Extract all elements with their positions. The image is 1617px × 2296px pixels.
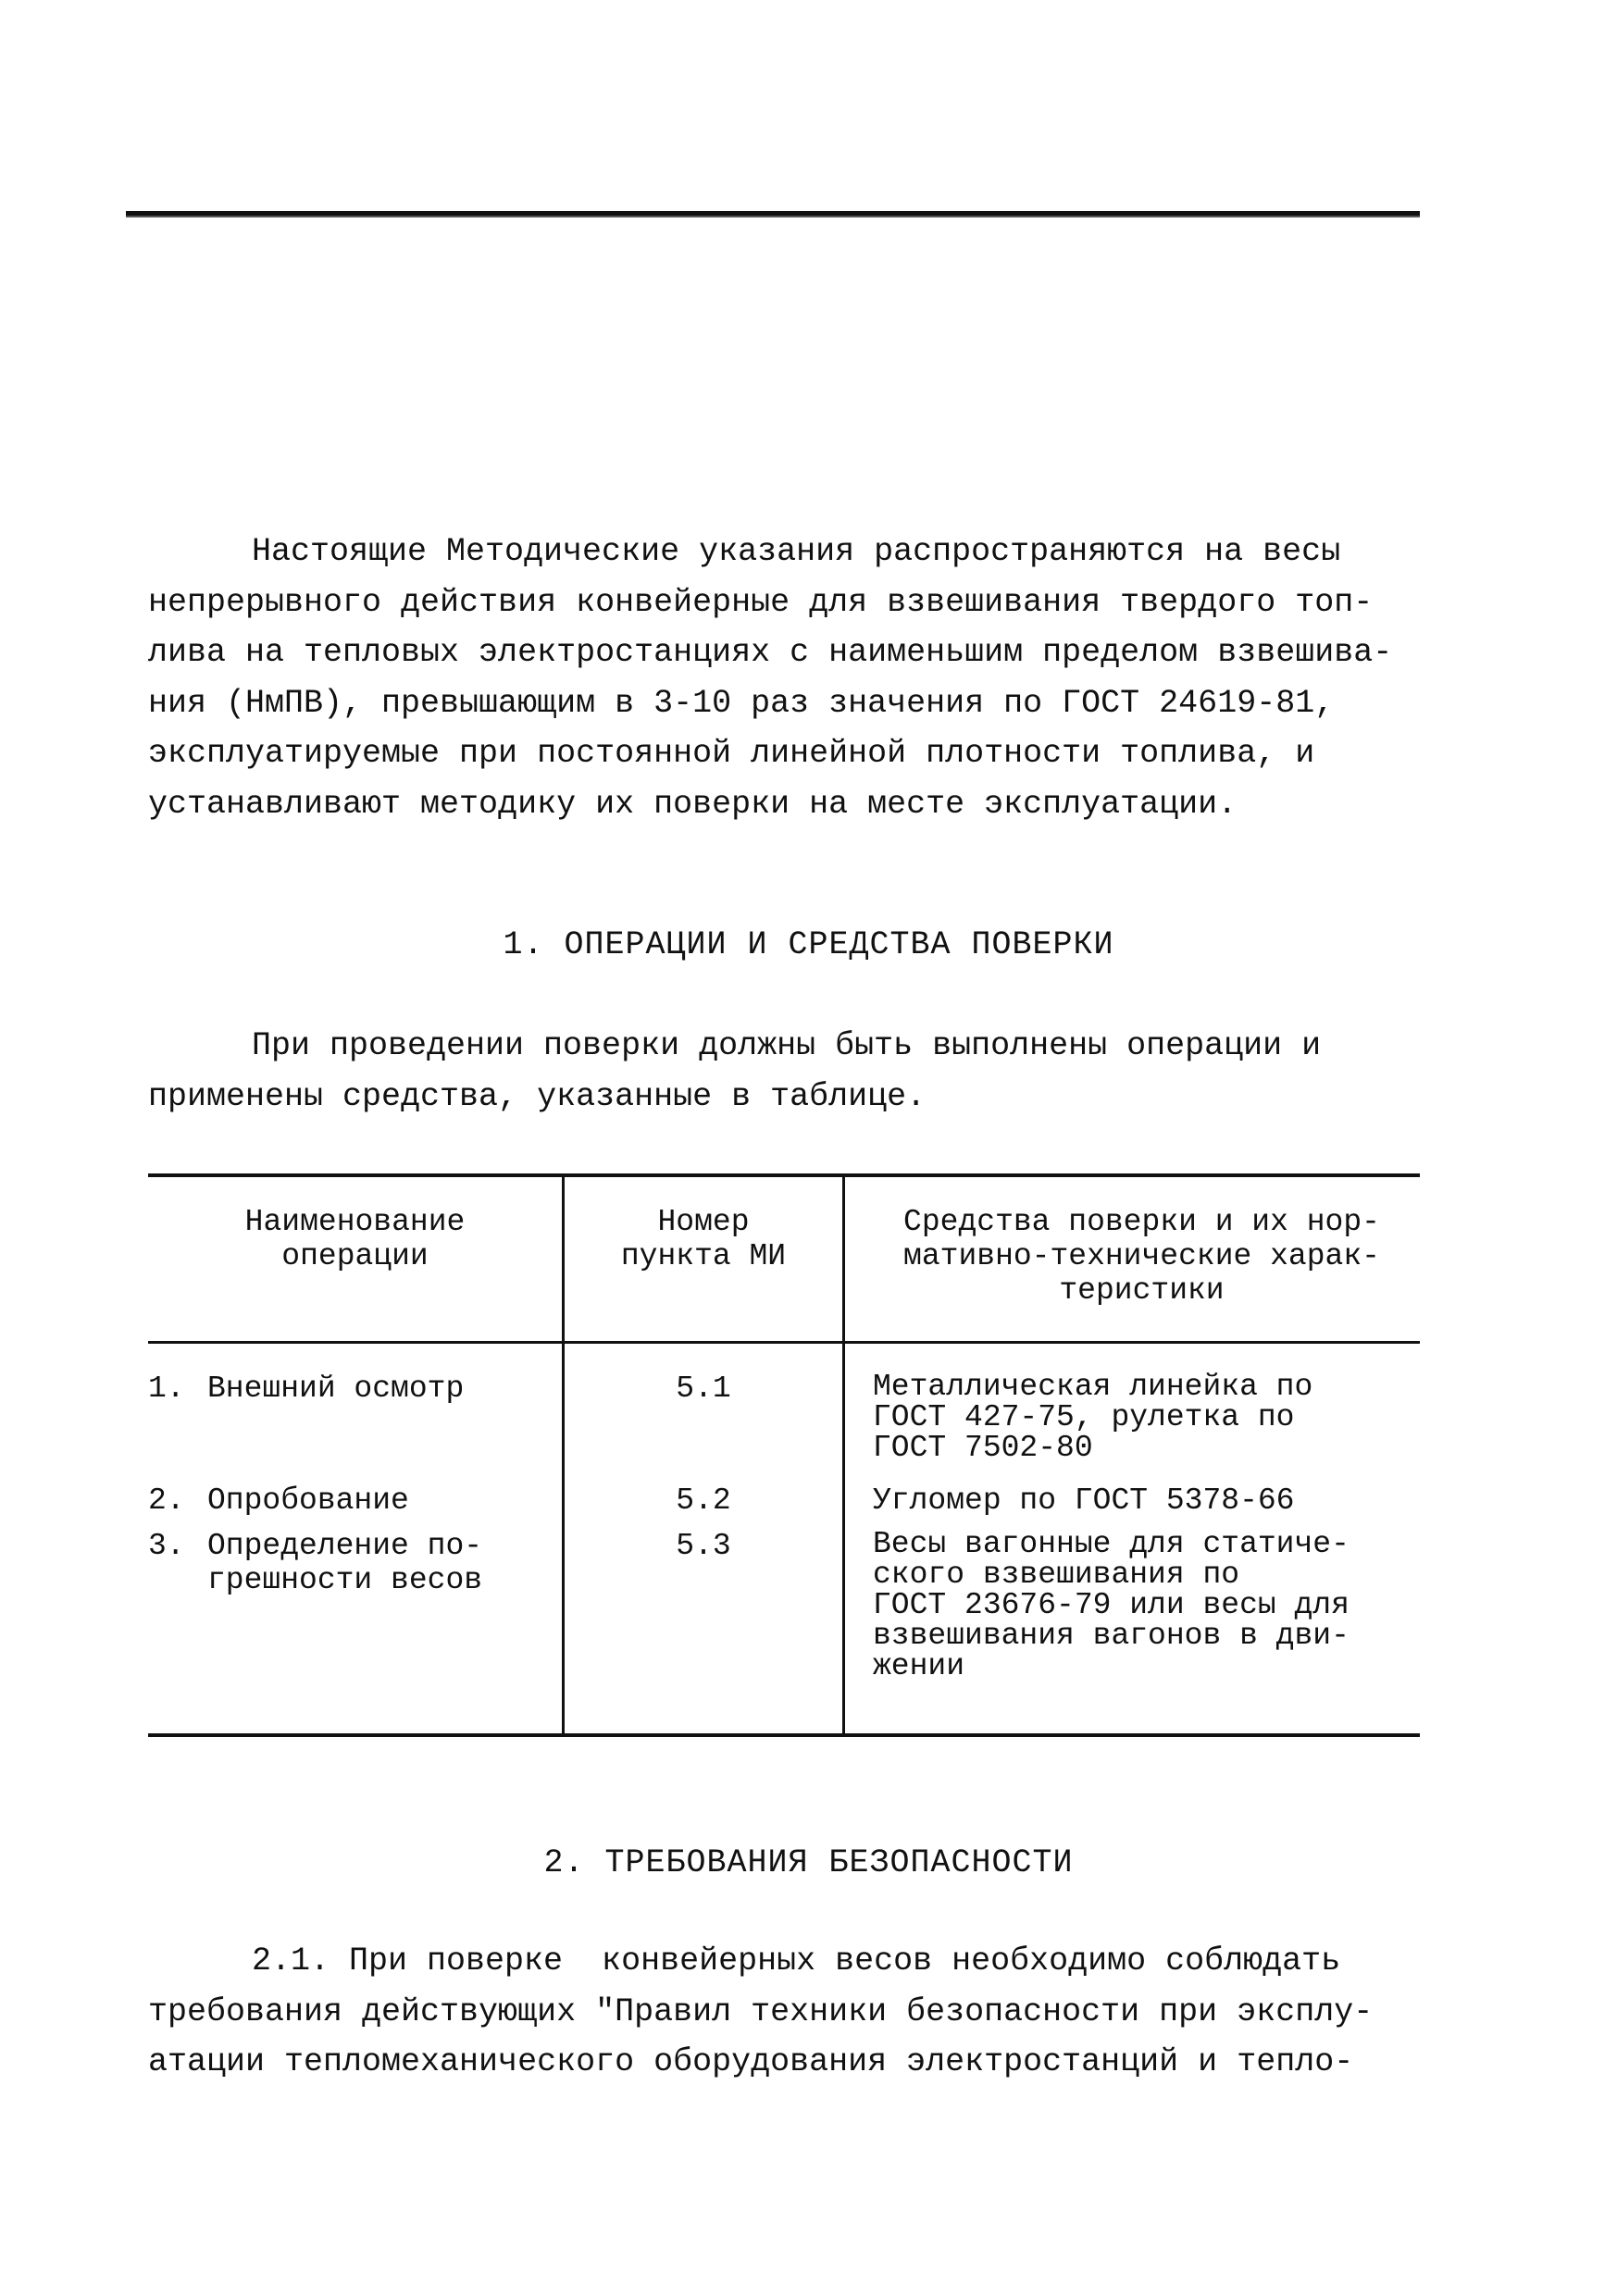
table-row [148,1343,1420,1464]
table-row [148,1463,1420,1518]
section-1-paragraph [148,1021,1321,1122]
means-line: ГОСТ 23676-79 или весы для [873,1588,1350,1622]
intro-line-2: непрерывного действия конвейерные для взвешивания твердого топ- [148,583,1374,621]
clause-cell: 5.1 [564,1343,844,1464]
means-line: ГОСТ 427-75, рулетка по [873,1400,1295,1434]
section-1-line-2: применены средства, указанные в таблице. [148,1077,927,1115]
means-line: Металлическая линейка по [873,1370,1313,1404]
operation-name: Опробование [207,1483,409,1518]
section-1-line-1: При проведении поверки должны быть выполнены операции и [252,1027,1322,1064]
section-2-line-2: требования действующих "Правил техники безопасности при эксплу- [148,1992,1374,2030]
intro-line-5: эксплуатируемые при постоянной линейной плотности топлива, и [148,735,1315,772]
row-number: 2. [148,1483,185,1518]
operation-name: Внешний осмотр [207,1371,465,1406]
table-row [148,1518,1420,1735]
header-clause-line-1: Номер [657,1205,750,1239]
intro-line-3: лива на тепловых электростанциях с наименьшим пределом взвешива- [148,634,1393,671]
header-means-line-1: Средства поверки и их нор- [903,1205,1380,1239]
means-line: взвешивания вагонов в дви- [873,1619,1350,1653]
header-verification-means [844,1175,1421,1343]
means-line: Угломер по ГОСТ 5378-66 [873,1483,1295,1518]
section-2-paragraph [148,1936,1373,2088]
means-cell [844,1463,1421,1518]
top-rule [126,211,1420,217]
operations-table [148,1173,1420,1737]
header-operation-name [148,1175,564,1343]
operation-name-line-2: грешности весов [207,1563,483,1597]
means-line: ского взвешивания по [873,1558,1240,1592]
header-operation-line-2: операции [281,1239,429,1273]
means-line: Весы вагонные для статиче- [873,1527,1350,1561]
intro-line-4: ния (НмПВ), превышающим в 3-10 раз значения по ГОСТ 24619-81, [148,684,1335,722]
row-number: 3. [148,1529,185,1563]
means-cell [844,1518,1421,1735]
intro-line-1: Настоящие Методические указания распространяются на весы [252,533,1341,570]
row-number: 1. [148,1371,185,1406]
operation-name-line-1: Определение по- [207,1529,483,1563]
section-2-heading: 2. ТРЕБОВАНИЯ БЕЗОПАСНОСТИ [543,1844,1074,1881]
header-means-line-3: теристики [1059,1273,1225,1308]
intro-paragraph [148,527,1392,829]
section-2-line-1: 2.1. При поверке конвейерных весов необходимо соблюдать [252,1942,1341,1980]
clause-cell: 5.3 [564,1518,844,1735]
header-means-line-2: мативно-технические харак- [903,1239,1380,1273]
clause-cell: 5.2 [564,1463,844,1518]
operation-cell [148,1518,564,1735]
header-operation-line-1: Наименование [244,1205,466,1239]
operation-cell [148,1463,564,1518]
header-clause-line-2: пункта МИ [620,1239,787,1273]
means-line: жении [873,1649,965,1683]
header-clause-number [564,1175,844,1343]
operation-cell [148,1343,564,1464]
table-header-row [148,1175,1420,1343]
means-cell [844,1343,1421,1464]
section-2-line-3: атации тепломеханического оборудования электростанций и тепло- [148,2043,1354,2080]
means-line: ГОСТ 7502-80 [873,1431,1093,1465]
intro-line-6: устанавливают методику их поверки на месте эксплуатации. [148,785,1238,823]
section-1-heading: 1. ОПЕРАЦИИ И СРЕДСТВА ПОВЕРКИ [503,926,1114,963]
